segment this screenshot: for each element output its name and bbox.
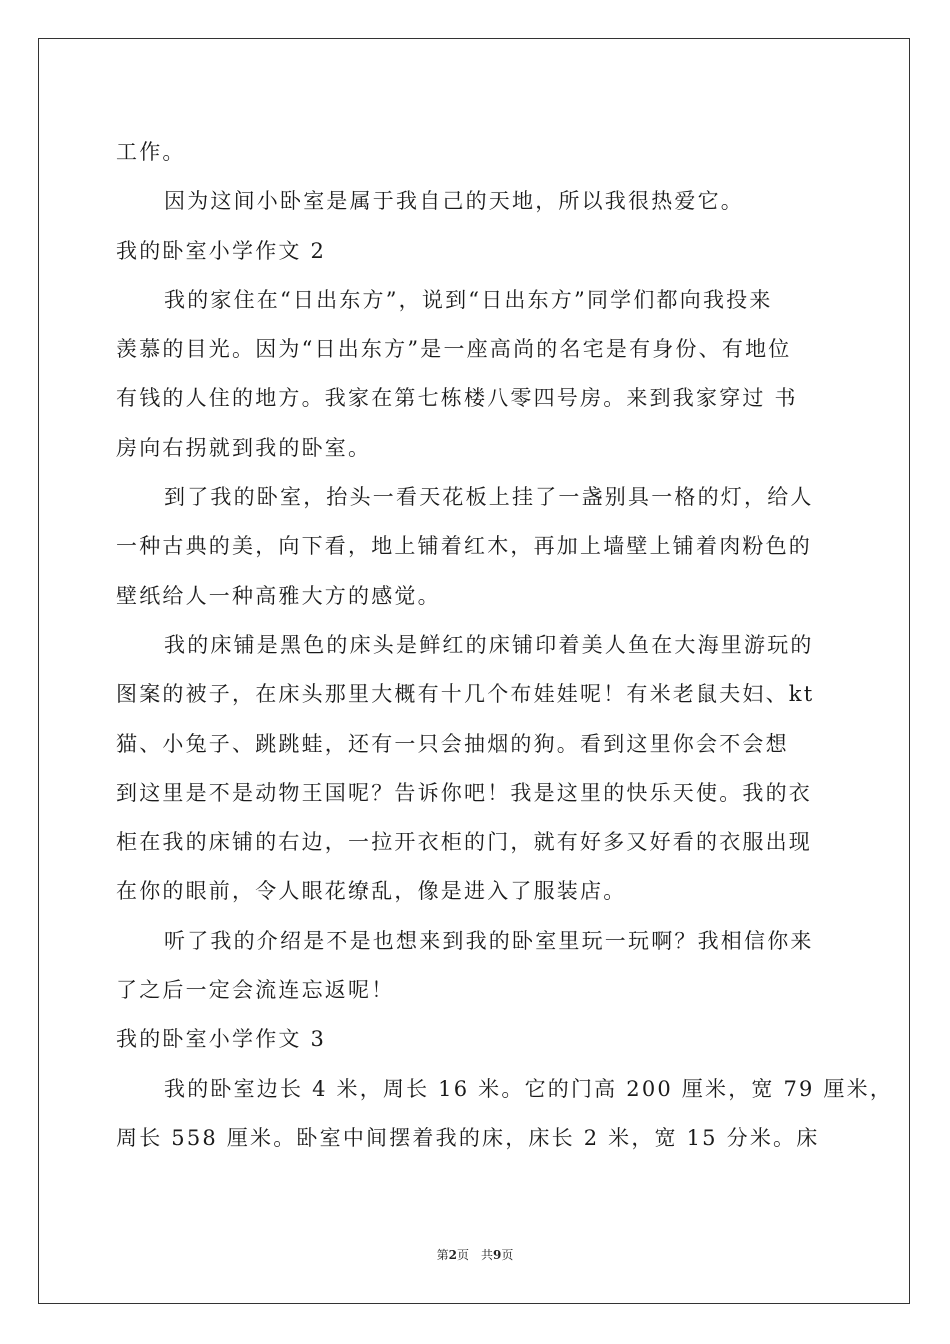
text-line: 壁纸给人一种高雅大方的感觉。 [116, 583, 441, 608]
text-line: 听了我的介绍是不是也想来到我的卧室里玩一玩啊？我相信你来 [164, 928, 814, 953]
text-line: 到了我的卧室，抬头一看天花板上挂了一盏别具一格的灯，给人 [164, 485, 814, 510]
text-line: 到这里是不是动物王国呢？告诉你吧！我是这里的快乐天使。我的衣 [116, 780, 812, 805]
text-line: 羡慕的目光。因为“日出东方”是一座高尚的名宅是有身份、有地位 [116, 337, 792, 362]
text-line: 一种古典的美，向下看，地上铺着红木，再加上墙壁上铺着肉粉色的 [116, 534, 812, 559]
page-label-prefix: 第 [436, 1248, 449, 1262]
total-label-suffix: 页 [501, 1248, 514, 1262]
text-line: 我的卧室边长 4 米，周长 16 米。它的门高 200 厘米，宽 79 厘米， [164, 1076, 894, 1101]
text-line: 房向右拐就到我的卧室。 [116, 435, 372, 460]
text-line: 我的床铺是黑色的床头是鲜红的床铺印着美人鱼在大海里游玩的 [164, 632, 814, 657]
total-page-number: 9 [493, 1248, 502, 1262]
text-line: 在你的眼前，令人眼花缭乱，像是进入了服装店。 [116, 879, 627, 904]
text-line: 工作。 [116, 140, 186, 164]
text-line: 柜在我的床铺的右边，一拉开衣柜的门，就有好多又好看的衣服出现 [116, 830, 812, 855]
text-line: 我的家住在“日出东方”，说到“日出东方”同学们都向我投来 [164, 287, 773, 312]
text-line: 了之后一定会流连忘返呢！ [116, 978, 395, 1003]
text-line: 猫、小兔子、跳跳蛙，还有一只会抽烟的狗。看到这里你会不会想 [116, 731, 789, 756]
text-line: 周长 558 厘米。卧室中间摆着我的床，床长 2 米，宽 15 分米。床 [116, 1125, 820, 1150]
text-line: 我的卧室小学作文 3 [116, 1027, 327, 1052]
total-label-prefix: 共 [481, 1248, 494, 1262]
text-line: 我的卧室小学作文 2 [116, 238, 327, 263]
text-line: 图案的被子，在床头那里大概有十几个布娃娃呢！有米老鼠夫妇、kt [116, 682, 815, 707]
text-line: 有钱的人住的地方。我家在第七栋楼八零四号房。来到我家穿过 书 [116, 386, 798, 411]
document-body [116, 128, 894, 1163]
page-label-suffix: 页 [456, 1248, 469, 1262]
text-line: 因为这间小卧室是属于我自己的天地，所以我很热爱它。 [164, 189, 744, 214]
page-footer [0, 1247, 950, 1263]
current-page-number: 2 [448, 1248, 457, 1262]
